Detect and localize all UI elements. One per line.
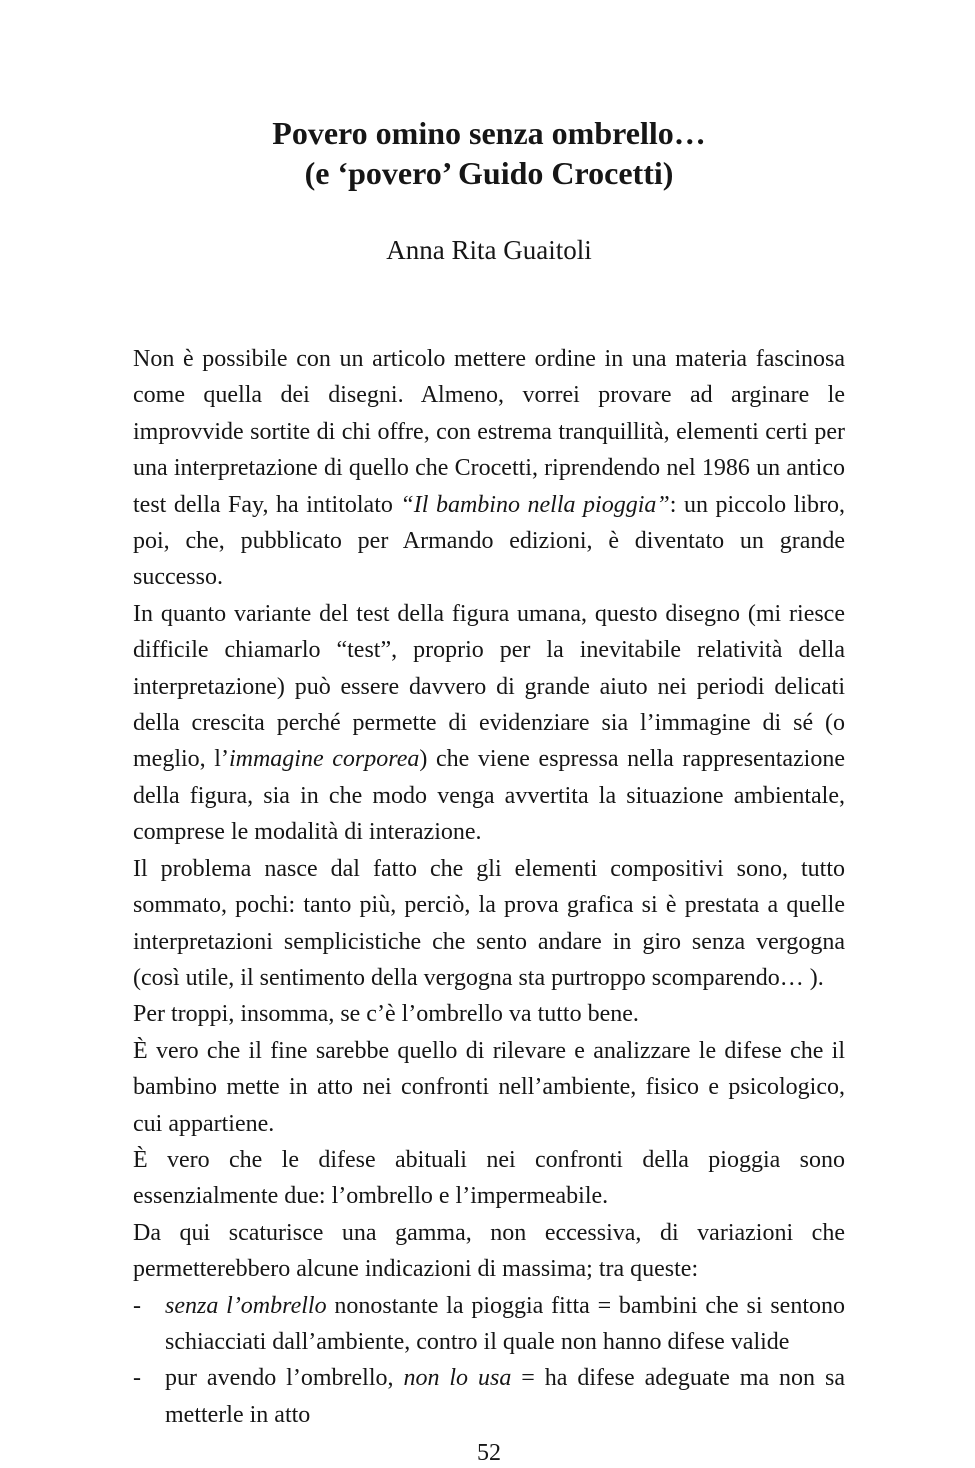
- author-name: Anna Rita Guaitoli: [386, 235, 592, 265]
- text-run: È vero che le difese abituali nei confronti della pioggia sono essenzialmente due: l’ombrello e l’impermeabile.: [133, 1146, 845, 1210]
- text-run: Il problema nasce dal fatto che gli elementi compositivi sono, tutto sommato, pochi: tanto più, perciò, la prova grafica si è prestata a quelle interpretazioni semplicistiche che sento andare in giro senza vergogna (così utile, il sentimento della vergogna sta purtroppo scomparendo… ).: [133, 855, 845, 991]
- italic-text-run: non lo usa: [403, 1365, 512, 1392]
- paragraph: [133, 1215, 845, 1288]
- paragraph: [133, 596, 845, 851]
- article-title-line-1: Povero omino senza ombrello…: [272, 115, 706, 151]
- text-run: Per troppi, insomma, se c’è l’ombrello va tutto bene.: [133, 1001, 639, 1028]
- text-run: pur avendo l’ombrello,: [165, 1365, 404, 1392]
- text-run: È vero che il fine sarebbe quello di rilevare e analizzare le difese che il bambino mette in atto nei confronti nell’ambiente, fisico e psicologico, cui appartiene.: [133, 1037, 845, 1137]
- italic-text-run: senza l’ombrello: [165, 1292, 327, 1319]
- list-item: [133, 1360, 845, 1433]
- list-item: [133, 1288, 845, 1361]
- text-run: Da qui scaturisce una gamma, non eccessiva, di variazioni che permetterebbero alcune indicazioni di massima; tra queste:: [133, 1219, 845, 1283]
- text-run: = ha difese adeguate ma non sa metterle in atto: [165, 1365, 845, 1428]
- paragraph: [133, 1033, 845, 1142]
- paragraph: [133, 341, 845, 596]
- text-run: : un piccolo libro, poi, che, pubblicato per Armando edizioni, è diventato un grande successo.: [133, 491, 845, 591]
- list-dash-marker: -: [133, 1292, 141, 1319]
- list-item-text: [165, 1288, 845, 1361]
- paragraph: [133, 1142, 845, 1215]
- article-body: [133, 341, 845, 1433]
- list-dash-marker: -: [133, 1365, 141, 1392]
- text-run: In quanto variante del test della figura umana, questo disegno (mi riesce difficile chiamarlo “test”, proprio per la inevitabile relatività della interpretazione) può essere davvero di grande aiuto nei periodi delicati della crescita perché permette di evidenziare sia l’immagine di sé (o meglio, l’: [133, 600, 845, 773]
- text-run: ) che viene espressa nella rappresentazione della figura, sia in che modo venga avvertita la situazione ambientale, comprese le modalità di interazione.: [133, 746, 846, 846]
- paragraph: [133, 996, 845, 1032]
- page-number: 52: [477, 1440, 501, 1467]
- paragraph: [133, 851, 845, 997]
- article-title: [133, 113, 845, 193]
- italic-text-run: immagine corporea: [228, 746, 420, 773]
- list-item-text: [165, 1360, 845, 1433]
- text-run: nonostante la pioggia fitta = bambini che si sentono schiacciati dall’ambiente, contro il quale non hanno difese valide: [165, 1292, 845, 1355]
- article-title-line-2: (e ‘povero’ Guido Crocetti): [304, 155, 674, 191]
- text-run: Non è possibile con un articolo mettere ordine in una materia fascinosa come quella dei disegni. Almeno, vorrei provare ad arginare le improvvide sortite di chi offre, con estrema tranquillità, elementi certi per una interpretazione di quello che Crocetti, riprendendo nel 1986 un antico test della Fay, ha intitolato: [133, 346, 845, 518]
- italic-text-run: “Il bambino nella pioggia”: [400, 491, 670, 518]
